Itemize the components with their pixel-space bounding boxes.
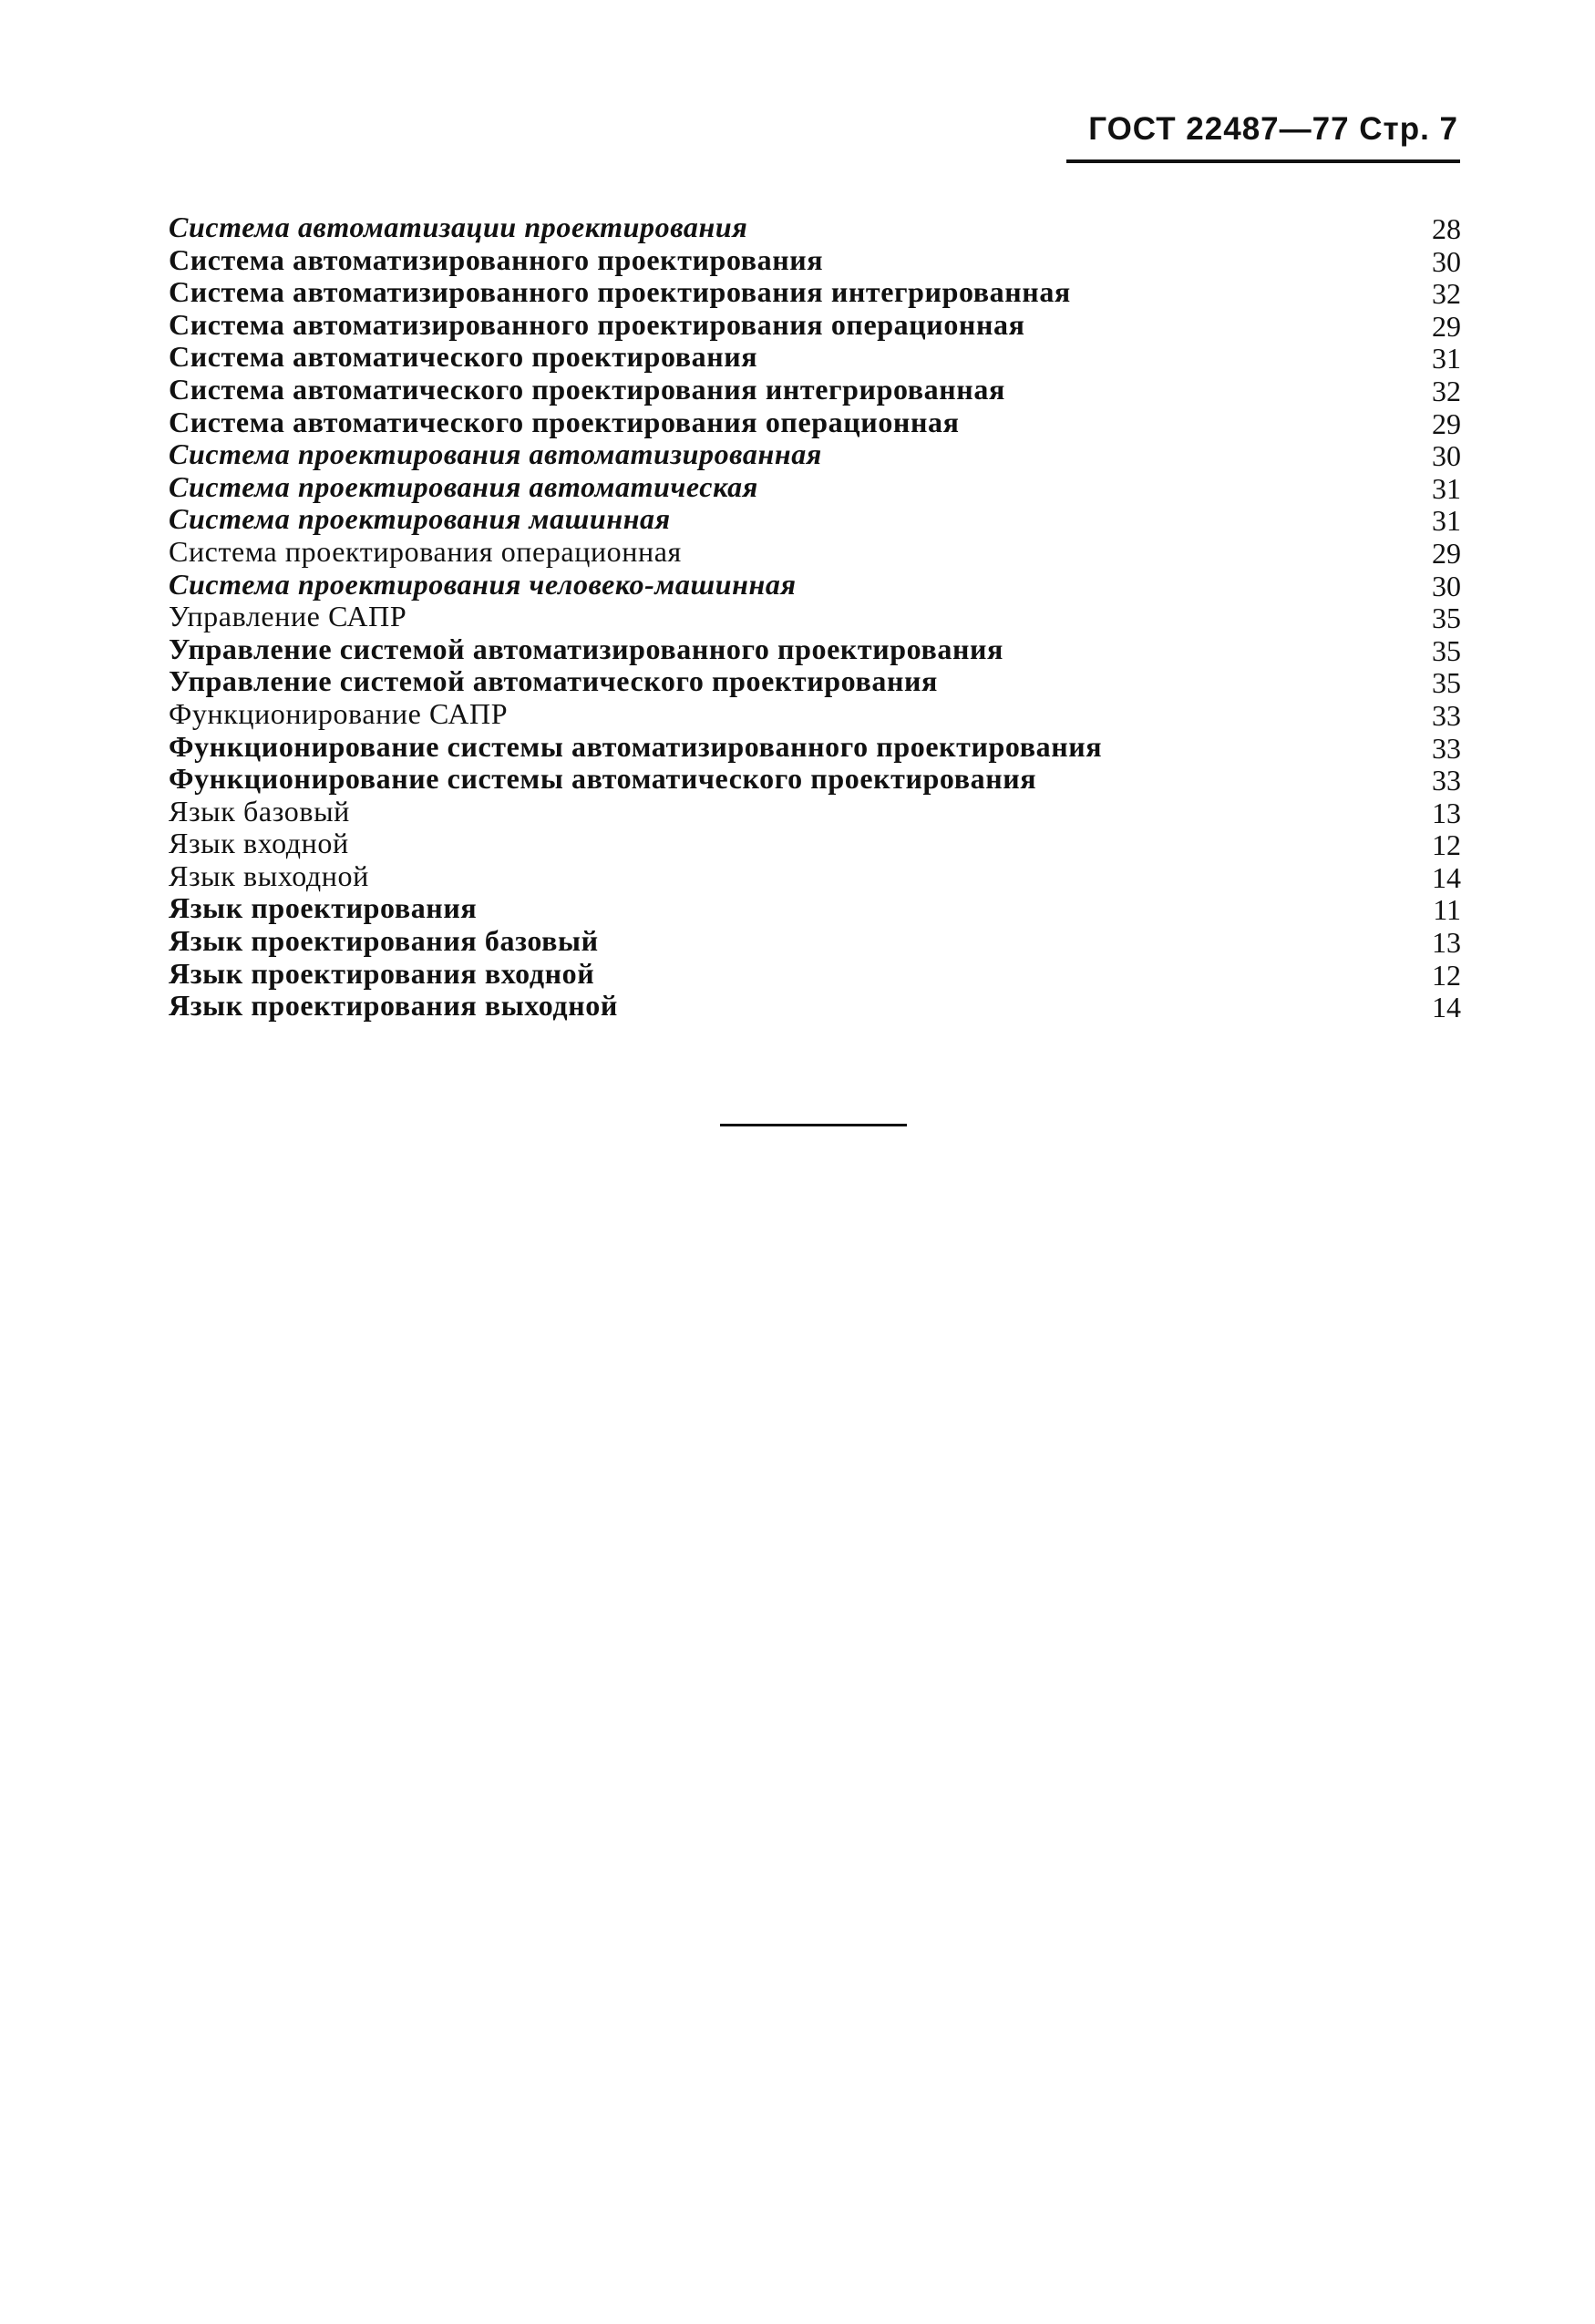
index-term: Язык проектирования базовый <box>169 924 599 958</box>
index-term: Язык входной <box>169 827 349 860</box>
index-term: Система автоматического проектирования <box>169 340 758 374</box>
index-page-number: 30 <box>1432 439 1461 473</box>
index-page-number: 13 <box>1432 796 1461 829</box>
index-term: Система автоматизированного проектирования операционная <box>169 307 1025 341</box>
index-entry <box>169 569 1461 602</box>
index-page-number: 31 <box>1432 504 1461 538</box>
index-page-number: 33 <box>1432 764 1461 797</box>
index-entry <box>169 731 1461 764</box>
index-page-number: 32 <box>1432 277 1461 311</box>
index-page-number: 28 <box>1432 212 1461 245</box>
index-entry <box>169 471 1461 504</box>
term-index-list <box>169 211 1461 1023</box>
index-term: Система автоматического проектирования операционная <box>169 405 960 438</box>
index-entry <box>169 503 1461 536</box>
index-page-number: 35 <box>1432 633 1461 667</box>
index-term: Система автоматизации проектирования <box>169 211 748 243</box>
index-page-number: 31 <box>1432 471 1461 505</box>
index-entry <box>169 892 1461 925</box>
index-page-number: 35 <box>1432 602 1461 635</box>
index-entry <box>169 244 1461 277</box>
index-page-number: 29 <box>1432 309 1461 343</box>
index-entry <box>169 374 1461 406</box>
index-entry <box>169 958 1461 991</box>
index-entry <box>169 763 1461 796</box>
index-term: Язык проектирования выходной <box>169 989 618 1023</box>
index-page-number: 14 <box>1432 991 1461 1024</box>
index-entry <box>169 309 1461 342</box>
index-entry <box>169 601 1461 633</box>
index-term: Система проектирования машинная <box>169 502 671 536</box>
index-page-number: 14 <box>1432 860 1461 894</box>
index-page-number: 32 <box>1432 374 1461 407</box>
index-entry <box>169 925 1461 958</box>
index-entry <box>169 665 1461 698</box>
index-page-number: 30 <box>1432 569 1461 602</box>
index-entry <box>169 211 1461 244</box>
index-entry <box>169 828 1461 860</box>
index-term: Система проектирования человеко-машинная <box>169 567 797 601</box>
index-entry <box>169 633 1461 666</box>
index-entry <box>169 341 1461 374</box>
index-page-number: 29 <box>1432 406 1461 440</box>
index-entry <box>169 796 1461 828</box>
index-term: Функционирование системы автоматизированного проектирования <box>169 729 1103 763</box>
index-term: Управление системой автоматизированного проектирования <box>169 632 1003 665</box>
index-term: Язык проектирования входной <box>169 956 595 990</box>
index-page-number: 33 <box>1432 731 1461 765</box>
index-term: Управление САПР <box>169 600 407 633</box>
index-page-number: 33 <box>1432 698 1461 732</box>
index-page-number: 30 <box>1432 244 1461 278</box>
index-entry <box>169 860 1461 893</box>
index-page-number: 12 <box>1432 958 1461 992</box>
index-term: Функционирование САПР <box>169 696 509 730</box>
index-term: Управление системой автоматического проектирования <box>169 664 938 698</box>
index-page-number: 11 <box>1433 893 1461 927</box>
index-term: Язык проектирования <box>169 891 478 925</box>
index-entry <box>169 438 1461 471</box>
index-page-number: 12 <box>1432 828 1461 862</box>
index-term: Система проектирования операционная <box>169 534 682 568</box>
index-entry <box>169 406 1461 439</box>
index-page-number: 13 <box>1432 926 1461 960</box>
index-term: Система проектирования автоматическая <box>169 469 758 503</box>
index-term: Система проектирования автоматизированная <box>169 437 822 471</box>
index-entry <box>169 990 1461 1023</box>
index-page-number: 29 <box>1432 536 1461 570</box>
index-page-number: 31 <box>1432 342 1461 375</box>
end-rule <box>720 1124 907 1126</box>
index-term: Система автоматизированного проектирования <box>169 242 824 276</box>
index-entry <box>169 276 1461 309</box>
index-page-number: 35 <box>1432 666 1461 700</box>
page-header: ГОСТ 22487—77 Стр. 7 <box>1088 111 1458 147</box>
index-entry <box>169 698 1461 731</box>
index-term: Система автоматического проектирования интегрированная <box>169 372 1005 406</box>
index-term: Система автоматизированного проектирования интегрированная <box>169 275 1071 309</box>
index-term: Язык выходной <box>169 859 369 892</box>
header-rule <box>1066 159 1460 163</box>
index-entry <box>169 536 1461 569</box>
index-term: Функционирование системы автоматического проектирования <box>169 762 1037 796</box>
index-term: Язык базовый <box>169 794 350 828</box>
